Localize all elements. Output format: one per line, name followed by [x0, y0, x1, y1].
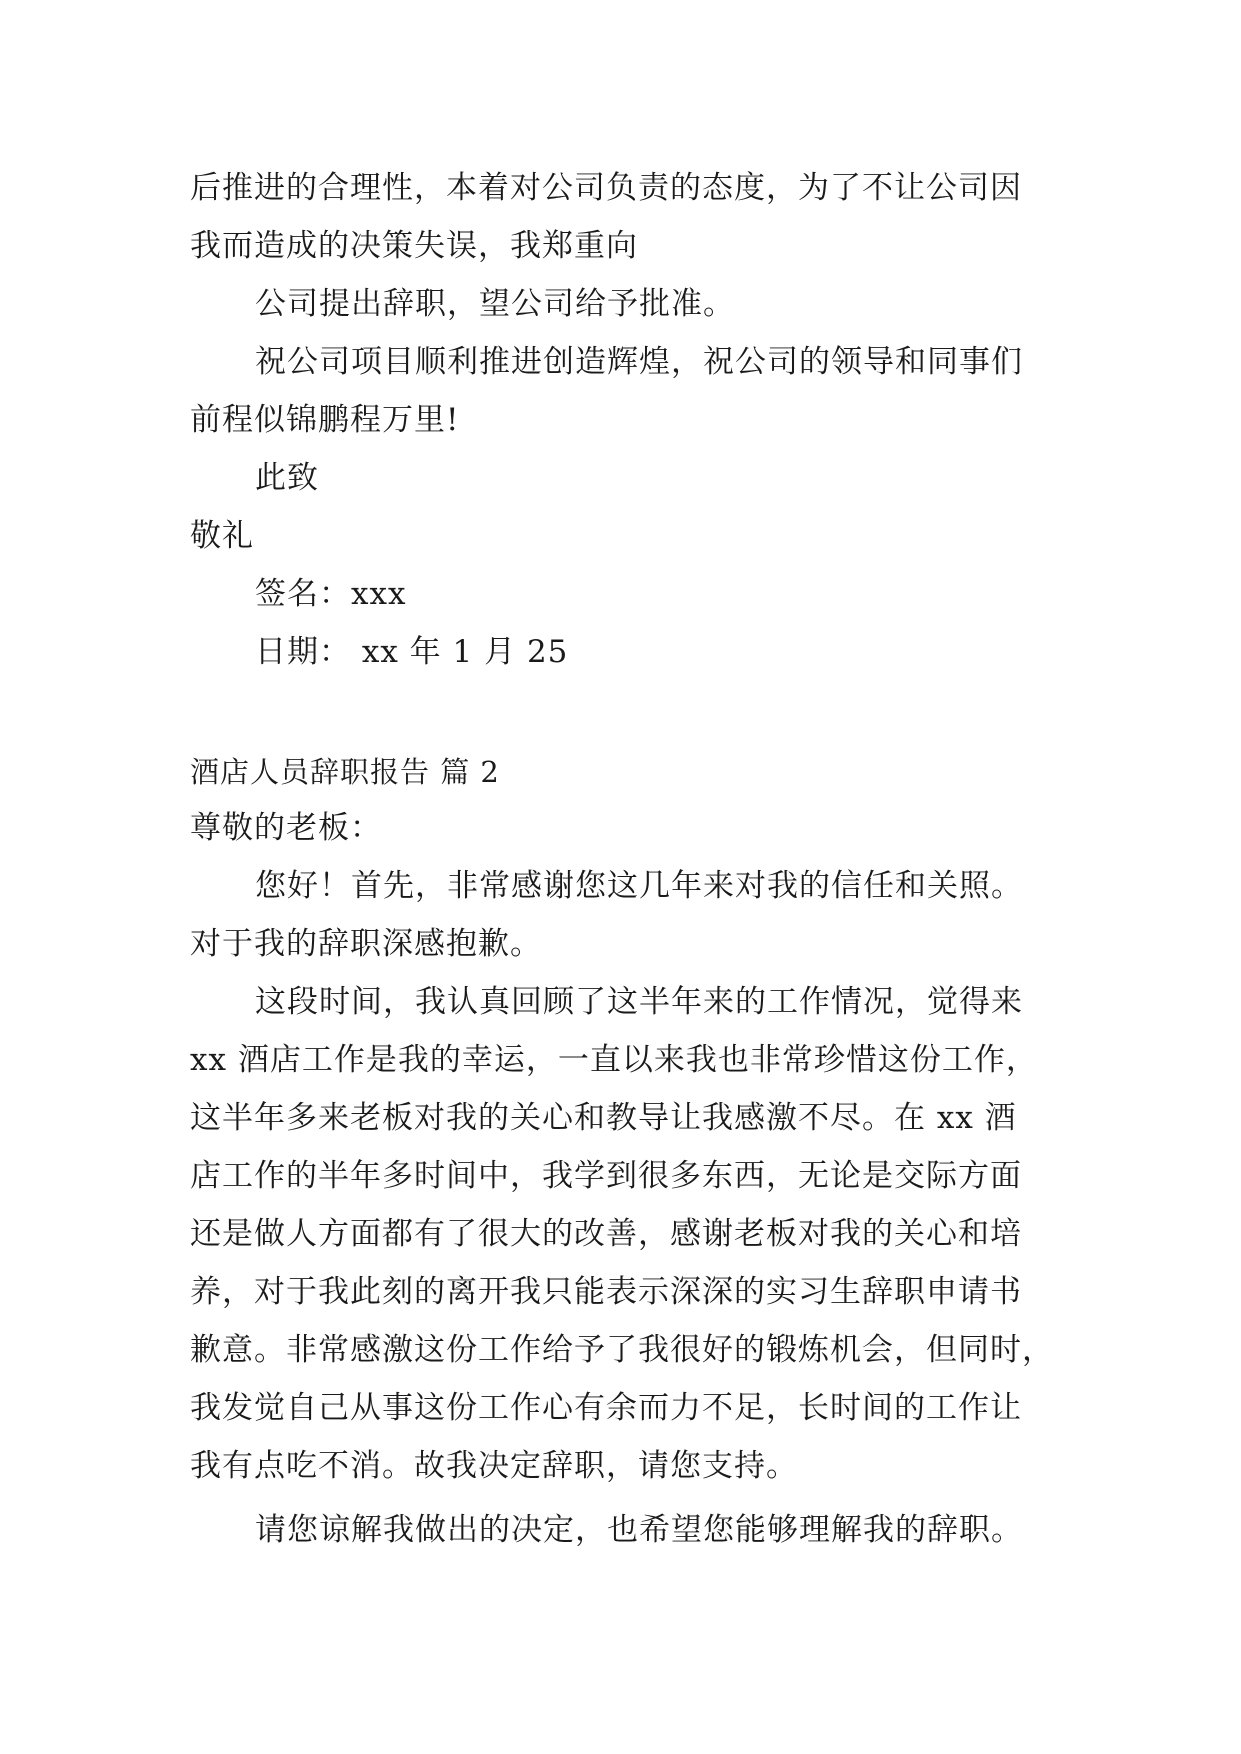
closing-line: 此致 — [255, 460, 319, 496]
paragraph-line: xx 酒店工作是我的幸运，一直以来我也非常珍惜这份工作， — [190, 1042, 1038, 1078]
paragraph-line: 还是做人方面都有了很大的改善，感谢老板对我的关心和培 — [190, 1216, 1022, 1252]
paragraph-line: 我有点吃不消。故我决定辞职，请您支持。 — [190, 1448, 798, 1484]
paragraph-line: 祝公司项目顺利推进创造辉煌，祝公司的领导和同事们 — [255, 344, 1023, 380]
date-line: 日期： xx 年 1 月 25 — [255, 634, 569, 670]
salutation: 尊敬的老板： — [190, 810, 382, 846]
paragraph-line: 歉意。非常感激这份工作给予了我很好的锻炼机会，但同时， — [190, 1332, 1054, 1368]
paragraph-line: 前程似锦鹏程万里! — [190, 402, 460, 438]
paragraph-line: 后推进的合理性，本着对公司负责的态度，为了不让公司因 — [190, 170, 1022, 206]
paragraph-line: 店工作的半年多时间中，我学到很多东西，无论是交际方面 — [190, 1158, 1022, 1194]
paragraph-line: 对于我的辞职深感抱歉。 — [190, 926, 542, 962]
paragraph-line: 这半年多来老板对我的关心和教导让我感激不尽。在 xx 酒 — [190, 1100, 1017, 1136]
paragraph-line: 公司提出辞职，望公司给予批准。 — [255, 286, 735, 322]
paragraph-line: 养，对于我此刻的离开我只能表示深深的实习生辞职申请书 — [190, 1274, 1022, 1310]
closing-regards: 敬礼 — [190, 518, 254, 554]
paragraph-line: 我而造成的决策失误，我郑重向 — [190, 228, 638, 264]
paragraph-line: 这段时间，我认真回顾了这半年来的工作情况，觉得来 — [255, 984, 1023, 1020]
section-heading: 酒店人员辞职报告 篇 2 — [190, 755, 500, 789]
paragraph-line: 您好！首先，非常感谢您这几年来对我的信任和关照。 — [255, 868, 1023, 904]
paragraph-line: 我发觉自己从事这份工作心有余而力不足，长时间的工作让 — [190, 1390, 1022, 1426]
signature-line: 签名：xxx — [255, 576, 407, 612]
paragraph-line: 请您谅解我做出的决定，也希望您能够理解我的辞职。 — [255, 1512, 1023, 1548]
